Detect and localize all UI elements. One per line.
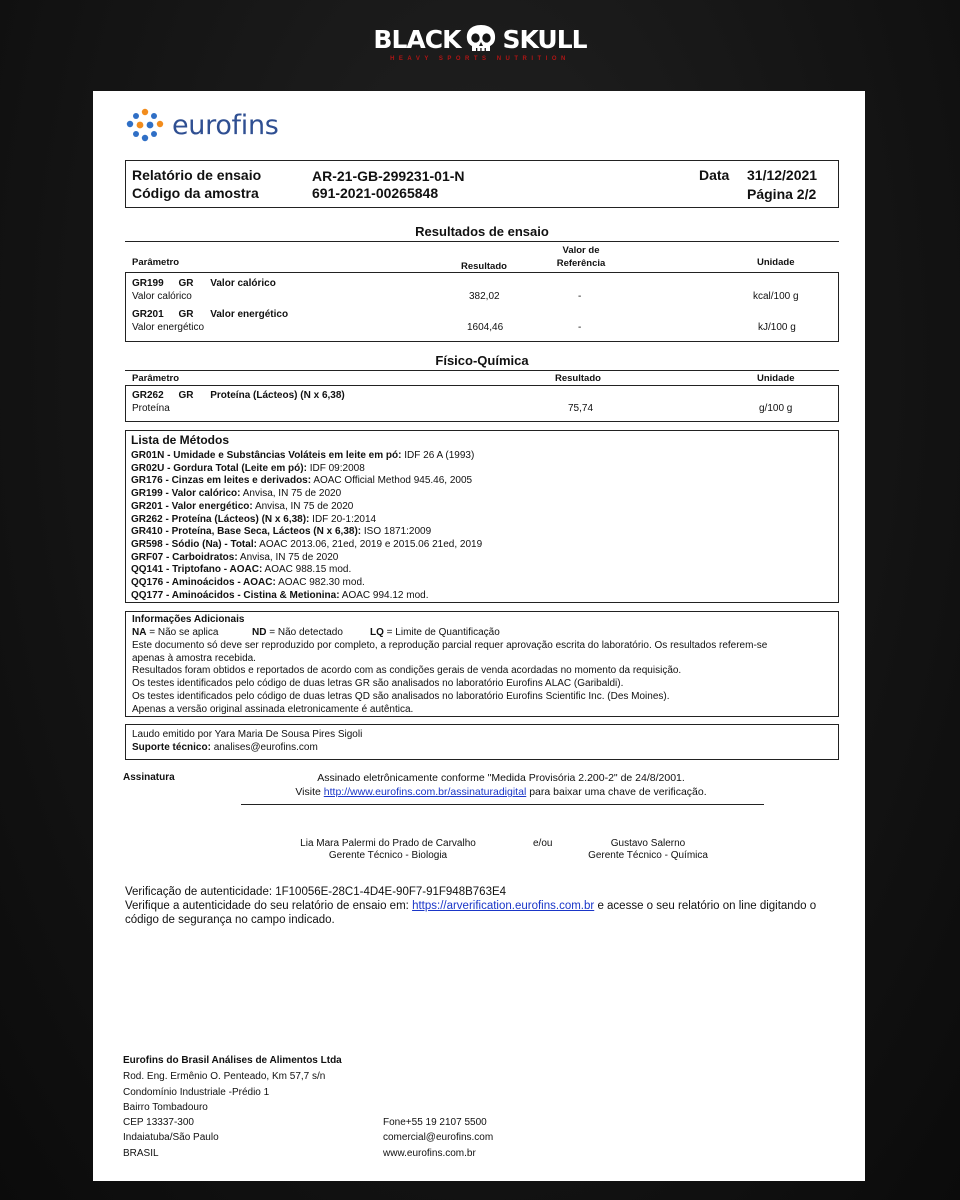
physchem-table: [125, 385, 839, 422]
report-label: Relatório de ensaio: [132, 167, 262, 183]
results-col-ref: Valor de Referência: [556, 245, 606, 269]
method-label: GR176 - Cinzas em leites e derivados:: [131, 475, 312, 487]
info-line: Os testes identificados pelo código de duas letras GR são analisados no laboratório Eurofins ALAC (Garibaldi).: [132, 678, 624, 690]
brand-name-right: SKULL: [502, 24, 587, 54]
method-label: GR02U - Gordura Total (Leite em pó):: [131, 462, 307, 474]
info-line: Este documento só deve ser reproduzido por completo, a reprodução parcial requer aprovação escrita do laboratório. Os resultados referem-se: [132, 640, 768, 651]
date-label: Data: [699, 167, 730, 183]
physchem-col-param: Parâmetro: [132, 373, 179, 384]
na-text: = Não se aplica: [149, 627, 219, 638]
method-value: ISO 1871:2009: [363, 526, 432, 538]
date-value: 31/12/2021: [747, 167, 818, 183]
row-unit: g/100 g: [759, 403, 793, 414]
results-table: [125, 272, 839, 342]
brand-tagline: HEAVY SPORTS NUTRITION: [390, 56, 570, 62]
methods-list: [131, 450, 482, 602]
signer1-name: Lia Mara Palermi do Prado de Carvalho: [300, 838, 476, 849]
results-col-param: Parâmetro: [132, 257, 179, 268]
visit-prefix: Visite: [295, 786, 321, 798]
info-line: apenas à amostra recebida.: [132, 652, 256, 664]
physchem-title: Físico-Química: [435, 353, 529, 368]
report-number: AR-21-GB-299231-01-N: [312, 168, 465, 184]
info-line: Apenas a versão original assinada eletronicamente é autêntica.: [132, 703, 414, 715]
method-label: QQ176 - Aminoácidos - AOAC:: [131, 577, 276, 589]
verification-code: Verificação de autenticidade: 1F10056E-28C1-4D4E-90F7-91F948B763E4: [125, 886, 507, 898]
info-title: Informações Adicionais: [132, 614, 245, 625]
legend-lq: [370, 627, 500, 640]
method-item: [131, 463, 482, 476]
row-type: GR: [178, 309, 194, 320]
row-result: 382,02: [469, 291, 500, 302]
method-item: [131, 564, 482, 577]
results-col-result: Resultado: [461, 261, 507, 272]
method-item: [131, 526, 482, 539]
signature-label: Assinatura: [123, 772, 175, 783]
method-value: AOAC 994.12 mod.: [341, 589, 429, 601]
method-value: IDF 09:2008: [309, 462, 365, 474]
sample-code: 691-2021-00265848: [312, 185, 439, 201]
method-item: [131, 450, 482, 463]
nd-text: = Não detectado: [269, 627, 343, 638]
row-code: GR199: [132, 278, 164, 289]
issued-box: [125, 724, 839, 760]
report-page: [93, 91, 865, 1181]
method-item: [131, 552, 482, 565]
signer1-role: Gerente Técnico - Biologia: [328, 850, 448, 861]
row-desc: Valor energético: [132, 322, 205, 333]
row-code: GR262: [132, 390, 164, 401]
address-line: CEP 13337-300: [123, 1117, 194, 1128]
method-value: AOAC 2013.06, 21ed, 2019 e 2015.06 21ed, 2019: [259, 538, 483, 550]
brand-name-left: BLACK: [373, 24, 461, 54]
legend-nd: [252, 627, 343, 640]
method-value: AOAC 988.15 mod.: [264, 564, 352, 576]
visit-suffix: para baixar uma chave de verificação.: [529, 786, 707, 798]
address-line: Rod. Eng. Ermênio O. Penteado, Km 57,7 s/n: [123, 1071, 326, 1082]
row-name: Valor energético: [210, 309, 289, 320]
eurofins-logo-icon: [126, 108, 164, 142]
support-email: analises@eurofins.com: [213, 742, 318, 753]
method-label: GRF07 - Carboidratos:: [131, 551, 238, 563]
page-number: Página 2/2: [747, 186, 817, 202]
legend-na: [132, 627, 218, 640]
method-value: IDF 20-1:2014: [312, 513, 377, 525]
support-line: [132, 742, 318, 755]
row-desc: Proteína: [132, 403, 170, 414]
lq-text: = Limite de Quantificação: [386, 627, 500, 638]
skull-icon: [464, 24, 498, 54]
method-item: [131, 475, 482, 488]
verification-line-2: código de segurança no campo indicado.: [125, 914, 335, 926]
table-row: [132, 278, 276, 291]
address-line: Bairro Tombadouro: [123, 1102, 208, 1113]
brand-header: [0, 24, 960, 62]
digital-signature-link[interactable]: http://www.eurofins.com.br/assinaturadigital: [323, 786, 527, 798]
address-line: Condomínio Industriale -Prédio 1: [123, 1087, 270, 1098]
address-line: BRASIL: [123, 1148, 159, 1159]
info-box: [125, 611, 839, 717]
row-ref: -: [578, 291, 582, 302]
method-label: GR201 - Valor energético:: [131, 500, 253, 512]
row-name: Proteína (Lácteos) (N x 6,38): [210, 390, 345, 401]
physchem-rule: [125, 370, 839, 371]
support-label: Suporte técnico:: [132, 742, 211, 753]
company-name: Eurofins do Brasil Análises de Alimentos Ltda: [123, 1055, 342, 1066]
method-label: GR598 - Sódio (Na) - Total:: [131, 538, 257, 550]
method-label: GR410 - Proteína, Base Seca, Lácteos (N x 6,38):: [131, 526, 362, 538]
method-item: [131, 501, 482, 514]
results-title: Resultados de ensaio: [415, 224, 549, 239]
method-label: QQ177 - Aminoácidos - Cistina & Metionina:: [131, 589, 340, 601]
signature-text: Assinado eletrônicamente conforme "Medida Provisória 2.200-2" de 24/8/2001.: [317, 772, 685, 784]
method-label: QQ141 - Triptofano - AOAC:: [131, 564, 263, 576]
method-value: IDF 26 A (1993): [404, 450, 475, 461]
signature-visit-line: [241, 786, 761, 798]
footer-phone: Fone+55 19 2107 5500: [383, 1117, 487, 1128]
physchem-col-unit: Unidade: [757, 373, 795, 384]
method-item: [131, 539, 482, 552]
signer-connector: e/ou: [533, 838, 553, 849]
table-row: [132, 390, 345, 403]
eurofins-logo: [126, 108, 279, 142]
results-col-unit: Unidade: [757, 257, 795, 268]
method-label: GR262 - Proteína (Lácteos) (N x 6,38):: [131, 513, 310, 525]
signature-rule: [241, 804, 764, 805]
footer-email[interactable]: comercial@eurofins.com: [383, 1132, 494, 1143]
row-unit: kJ/100 g: [758, 322, 796, 333]
signer2-name: Gustavo Salerno: [610, 838, 686, 849]
eurofins-logo-text: eurofins: [172, 109, 279, 141]
issued-text: Laudo emitido por Yara Maria De Sousa Pires Sigoli: [132, 729, 363, 740]
results-rule: [125, 241, 839, 242]
methods-box: [125, 430, 839, 603]
verification-pre: Verifique a autenticidade do seu relatório de ensaio em:: [125, 900, 409, 912]
method-label: GR199 - Valor calórico:: [131, 488, 241, 500]
signer2-role: Gerente Técnico - Química: [588, 850, 708, 861]
verification-line: [125, 900, 816, 912]
verification-post: e acesse o seu relatório on line digitando o: [597, 900, 817, 912]
row-desc: Valor calórico: [132, 291, 192, 302]
method-item: [131, 514, 482, 527]
brand-logo: [373, 24, 586, 54]
method-value: AOAC 982.30 mod.: [278, 577, 365, 589]
info-line: Os testes identificados pelo código de duas letras QD são analisados no laboratório Eurofins Scientific Inc. (Des Moines).: [132, 690, 670, 702]
report-header-box: [125, 160, 839, 208]
row-name: Valor calórico: [210, 278, 276, 289]
methods-title: Lista de Métodos: [131, 433, 230, 447]
method-item: [131, 577, 482, 590]
row-unit: kcal/100 g: [753, 291, 799, 302]
method-label: GR01N - Umidade e Substâncias Voláteis em leite em pó:: [131, 450, 402, 461]
nd-abbr: ND: [252, 627, 267, 638]
method-value: Anvisa, IN 75 de 2020: [239, 551, 339, 563]
row-type: GR: [178, 278, 194, 289]
table-row: [132, 309, 288, 322]
method-value: Anvisa, IN 75 de 2020: [254, 500, 354, 512]
footer-website[interactable]: www.eurofins.com.br: [383, 1148, 476, 1159]
row-result: 1604,46: [467, 322, 504, 333]
row-ref: -: [578, 322, 582, 333]
row-result: 75,74: [568, 403, 594, 414]
method-value: Anvisa, IN 75 de 2020: [242, 488, 342, 500]
method-value: AOAC Official Method 945.46, 2005: [313, 475, 473, 487]
na-abbr: NA: [132, 627, 147, 638]
lq-abbr: LQ: [370, 627, 384, 638]
method-item: [131, 590, 482, 603]
physchem-col-result: Resultado: [555, 373, 601, 384]
address-line: Indaiatuba/São Paulo: [123, 1132, 219, 1143]
info-line: Resultados foram obtidos e reportados de acordo com as condições gerais de venda acordadas no momento da requisição.: [132, 665, 682, 677]
row-type: GR: [178, 390, 194, 401]
sample-label: Código da amostra: [132, 185, 259, 201]
method-item: [131, 488, 482, 501]
verification-link[interactable]: https://arverification.eurofins.com.br: [412, 900, 595, 912]
row-code: GR201: [132, 309, 164, 320]
